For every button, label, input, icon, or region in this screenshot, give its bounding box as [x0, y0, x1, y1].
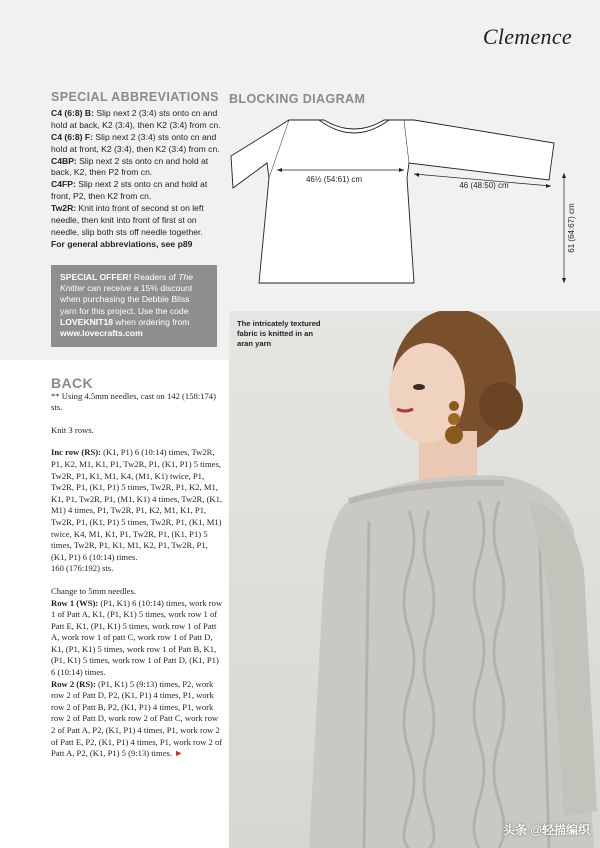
photo-caption: The intricately textured fabric is knitted in an aran yarn	[237, 319, 321, 348]
abbr-item: C4FP: Slip next 2 sts onto cn and hold at front, P2, then K2 from cn.	[51, 179, 208, 202]
offer-url[interactable]: www.lovecrafts.com	[60, 328, 143, 339]
blocking-diagram	[229, 108, 589, 298]
cast-on-paragraph: ** Using 4.5mm needles, cast on 142 (158:174) sts.	[51, 390, 216, 413]
chest-measurement: 46½ (54:61) cm	[305, 175, 363, 184]
inc-row-paragraph: Inc row (RS): (K1, P1) 6 (10:14) times, Tw2R, P1, K2, M1, K1, P1, Tw2R, P1, (K1, P1) 5 times, Tw2R, P1, K1, M1, K4, (M1, K1) twice, P1, Tw2R, P1, (K1, P1) 5 times, Tw2R, P1, K2, M1, K1, P1, Tw2R, P1, (M1, K1) 4 times, Tw2R, (K1, M1) 4 times, P1, Tw2R, P1, K2, M1, K1, P1, Tw2R, P1, (K1, P1) 5 times, Tw2R, P1, (K1, M1) twice, K4, M1, K1, P1, Tw2R, P1, (K1, P1) 5 times, Tw2R, P1, K1, M1, K2, P1, Tw2R, P1, (K1, P1) 6 (10:14) times. 160 (176:192) sts.	[51, 447, 223, 574]
continue-arrow-icon: ►	[174, 748, 184, 759]
sleeve-measurement: 46 (48:50) cm	[459, 181, 509, 190]
abbr-item: C4 (6:8) F: Slip next 2 (3:4) sts onto cn and hold at front, K2 (3:4), then K2 (3:4) from cn.	[51, 131, 220, 154]
general-abbreviations-note: For general abbreviations, see p89	[51, 238, 193, 249]
page-title: Clemence	[482, 24, 572, 49]
back-instructions	[51, 375, 223, 760]
photo-illustration	[229, 311, 600, 848]
row-instructions: Change to 5mm needles. Row 1 (WS): (P1, K1) 6 (10:14) times, work row 1 of Patt A, K1, (P1, K1) 5 times, work row 1 of Patt E, K1, (P1, K1) 5 times, work row 1 of Patt A, work row 1 of patt C, work row 1 of Patt D, K1, (P1, K1) 5 times, work row 1 of Patt B, K1, (P1, K1) 5 times, work row 1 of Patt D, (K1, P1) 6 (10:14) times. Row 2 (RS): (P1, K1) 5 (9:13) times, P2, work row 2 of Patt D, P2, (K1, P1) 4 times, P1, work row 2 of Patt B, P2, (K1, P1) 4 times, P1, work row 2 of Patt D, work row 2 of Patt C, work row 2 of Patt A, P2, (K1, P1) 4 times, P1, work row 2 of Patt E, P2, (K1, P1) 4 times, P1, work row 2 of Patt A, P2, (K1, P1) 5 (9:13) times. ►	[51, 585, 223, 759]
abbr-item: C4 (6:8) B: Slip next 2 (3:4) sts onto cn and hold at back, K2 (3:4), then K2 (3:4) from cn.	[51, 107, 221, 130]
model-photo	[229, 311, 600, 848]
length-measurement: 61 (64:67) cm	[567, 203, 576, 253]
sweater-outline	[231, 120, 554, 283]
abbreviations-heading: SPECIAL ABBREVIATIONS	[51, 90, 219, 104]
special-offer-box: SPECIAL OFFER! Readers of The Knitter can receive a 15% discount when purchasing the Debbie Bliss yarn for this project. Use the code LOVEKNIT18 when ordering from www.lovecrafts.com	[51, 265, 217, 347]
back-heading: BACK	[51, 375, 94, 391]
knit-rows-paragraph: Knit 3 rows.	[51, 424, 94, 435]
abbr-item: Tw2R: Knit into front of second st on left needle, then knit into front of first st on needle, slip both sts off needle together.	[51, 203, 204, 237]
special-abbreviations	[51, 92, 223, 251]
abbr-item: C4BP: Slip next 2 sts onto cn and hold at back, K2, then P2 from cn.	[51, 155, 209, 178]
watermark: 头条 @轻描编织	[502, 823, 590, 837]
blocking-diagram-heading: BLOCKING DIAGRAM	[229, 92, 366, 106]
